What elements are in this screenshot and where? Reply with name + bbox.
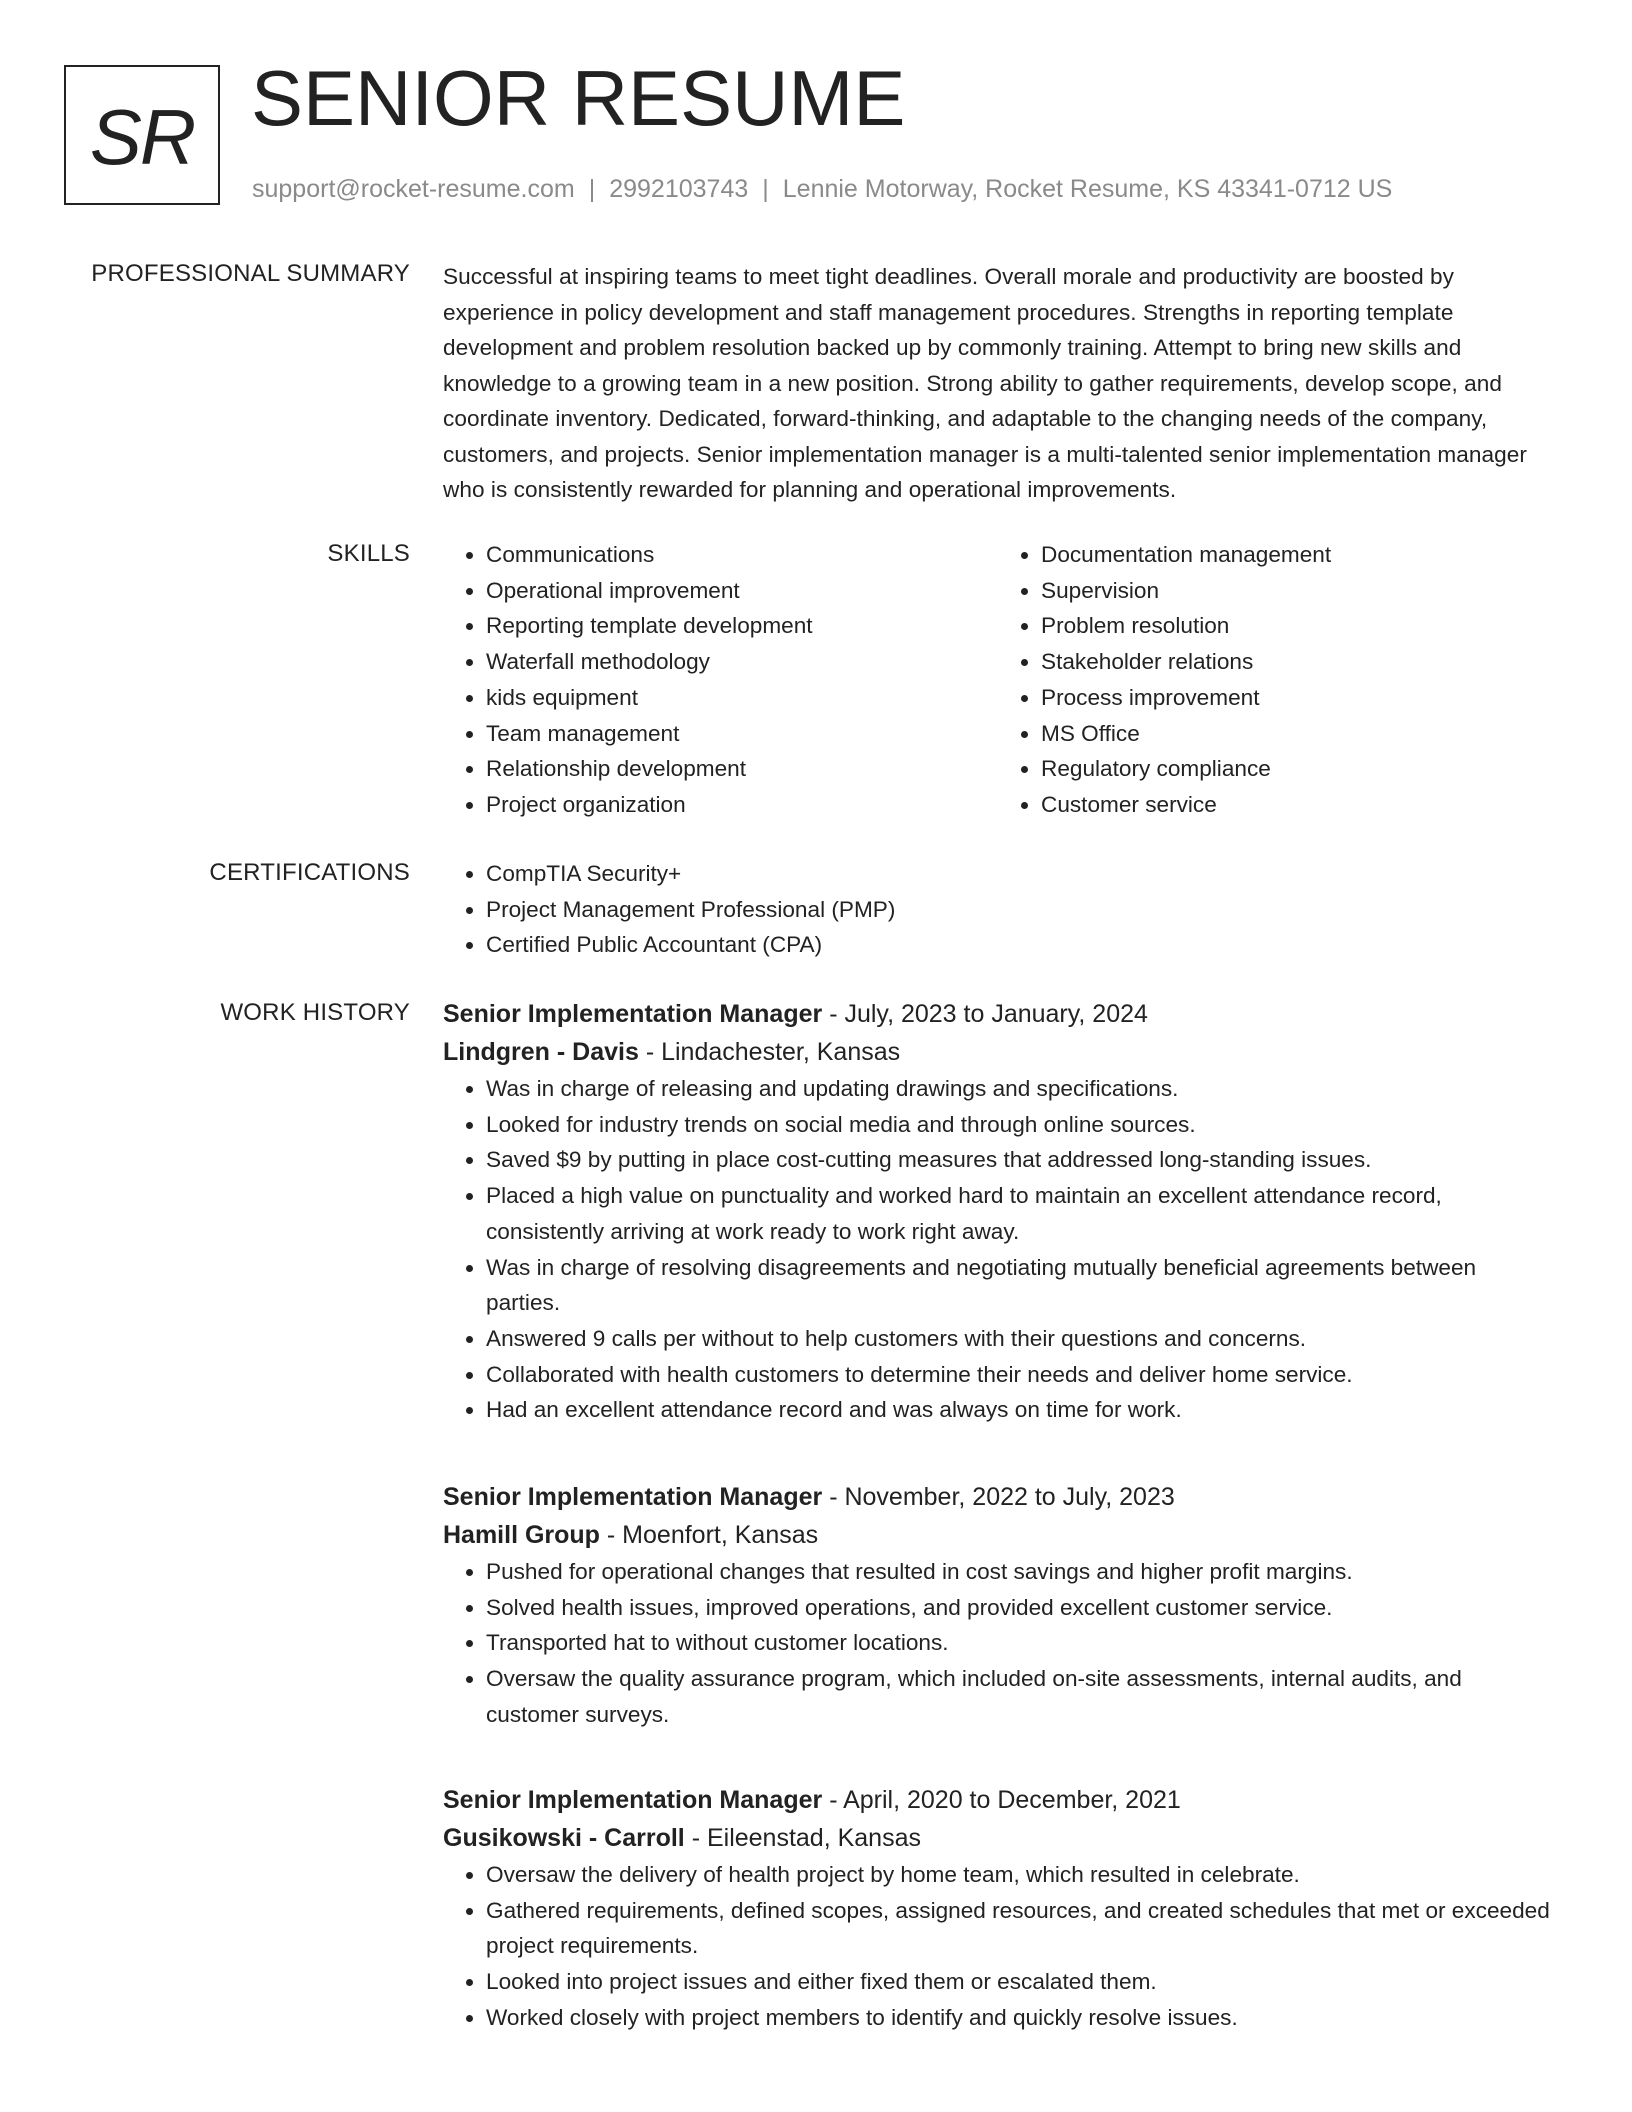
contact-separator: |: [762, 175, 769, 203]
job-bullet: • Had an excellent attendance record and was always on time for work.: [486, 1392, 1553, 1428]
job-company: Hamill Group: [443, 1521, 600, 1549]
certification-item: • CompTIA Security+: [486, 856, 1553, 892]
skill-item: • Team management: [486, 716, 998, 752]
job-location: - Moenfort, Kansas: [599, 1521, 819, 1549]
job-bullet: • Placed a high value on punctuality and worked hard to maintain an excellent attendance record, consistently arriving at work ready to work right away.: [486, 1178, 1553, 1249]
certifications-body: [443, 856, 1553, 963]
monogram-box: [64, 65, 220, 205]
summary-text: Successful at inspiring teams to meet tight deadlines. Overall morale and productivity are boosted by experience in policy development and staff management procedures. Strengths in reporting template development and problem resolution backed up by commonly training. Attempt to bring new skills and knowledge to a growing team in a new position. Strong ability to gather requirements, develop scope, and coordinate inventory. Dedicated, forward-thinking, and adaptable to the changing needs of the company, customers, and projects. Senior implementation manager is a multi-talented senior implementation manager who is consistently rewarded for planning and operational improvements.: [443, 264, 1527, 502]
job-bullet: • Was in charge of resolving disagreements and negotiating mutually beneficial agreements between parties.: [486, 1250, 1553, 1321]
job-entry: [443, 1781, 1553, 2036]
job-role: Senior Implementation Manager: [443, 1000, 823, 1028]
certification-item: • Project Management Professional (PMP): [486, 892, 1553, 928]
job-bullet: • Gathered requirements, defined scopes, assigned resources, and created schedules that met or exceeded project requirements.: [486, 1893, 1553, 1964]
contact-email: support@rocket-resume.com: [252, 175, 575, 203]
certifications-list: [443, 856, 1553, 963]
skill-item: • Regulatory compliance: [1041, 751, 1553, 787]
job-bullet: • Was in charge of releasing and updating drawings and specifications.: [486, 1071, 1553, 1107]
skills-body: [443, 537, 1553, 823]
skill-item: • Process improvement: [1041, 680, 1553, 716]
job-entry: [443, 995, 1553, 1428]
contact-separator: |: [588, 175, 596, 203]
skill-item: • Documentation management: [1041, 537, 1553, 573]
skills-columns: [443, 537, 1553, 823]
job-bullet: • Pushed for operational changes that resulted in cost savings and higher profit margins.: [486, 1554, 1553, 1590]
skills-heading: SKILLS: [327, 540, 410, 567]
job-title-line: [443, 1781, 1553, 1819]
work-history-heading: WORK HISTORY: [220, 999, 410, 1026]
skill-item: • Stakeholder relations: [1041, 644, 1553, 680]
job-title-line: [443, 995, 1553, 1033]
job-company-line: [443, 1819, 1553, 1857]
job-bullet: • Oversaw the delivery of health project by home team, which resulted in celebrate.: [486, 1857, 1553, 1893]
skill-item: • Project organization: [486, 787, 998, 823]
skill-item: • Operational improvement: [486, 573, 998, 609]
skill-item: • Reporting template development: [486, 608, 998, 644]
job-bullet: • Solved health issues, improved operations, and provided excellent customer service.: [486, 1590, 1553, 1626]
job-entry: [443, 1478, 1553, 1733]
contact-address: Lennie Motorway, Rocket Resume, KS 43341-0712 US: [782, 175, 1393, 203]
skills-list-right: [998, 537, 1553, 823]
job-dates: - April, 2020 to December, 2021: [822, 1786, 1181, 1814]
job-dates: - July, 2023 to January, 2024: [822, 1000, 1148, 1028]
job-dates: - November, 2022 to July, 2023: [822, 1483, 1175, 1511]
job-bullet: • Transported hat to without customer locations.: [486, 1625, 1553, 1661]
skill-item: • Relationship development: [486, 751, 998, 787]
certifications-heading: CERTIFICATIONS: [209, 859, 410, 886]
summary-body: [443, 259, 1553, 508]
job-bullet: • Saved $9 by putting in place cost-cutting measures that addressed long-standing issues.: [486, 1142, 1553, 1178]
job-location: - Eileenstad, Kansas: [684, 1824, 921, 1852]
job-bullet: • Answered 9 calls per without to help customers with their questions and concerns.: [486, 1321, 1553, 1357]
job-bullet: • Oversaw the quality assurance program, which included on-site assessments, internal audits, and customer surveys.: [486, 1661, 1553, 1732]
job-title-line: [443, 1478, 1553, 1516]
skill-item: • Supervision: [1041, 573, 1553, 609]
skill-item: • Communications: [486, 537, 998, 573]
job-company-line: [443, 1516, 1553, 1554]
resume-name: SENIOR RESUME: [251, 54, 906, 142]
summary-heading: PROFESSIONAL SUMMARY: [91, 260, 410, 287]
skills-list-left: [443, 537, 998, 823]
job-company: Lindgren - Davis: [443, 1038, 639, 1066]
job-location: - Lindachester, Kansas: [638, 1038, 901, 1066]
job-bullets: [443, 1857, 1553, 2036]
skill-item: • Customer service: [1041, 787, 1553, 823]
skill-item: • Problem resolution: [1041, 608, 1553, 644]
job-role: Senior Implementation Manager: [443, 1786, 823, 1814]
certification-item: • Certified Public Accountant (CPA): [486, 927, 1553, 963]
monogram-initials: SR: [89, 92, 195, 181]
job-bullet: • Looked for industry trends on social media and through online sources.: [486, 1107, 1553, 1143]
job-bullets: [443, 1071, 1553, 1428]
contact-line: [252, 172, 1392, 206]
job-company: Gusikowski - Carroll: [443, 1824, 685, 1852]
job-bullet: • Looked into project issues and either fixed them or escalated them.: [486, 1964, 1553, 2000]
skill-item: • Waterfall methodology: [486, 644, 998, 680]
job-bullets: [443, 1554, 1553, 1733]
job-bullet: • Worked closely with project members to identify and quickly resolve issues.: [486, 2000, 1553, 2036]
job-bullet: • Collaborated with health customers to determine their needs and deliver home service.: [486, 1357, 1553, 1393]
skill-item: • kids equipment: [486, 680, 998, 716]
job-company-line: [443, 1033, 1553, 1071]
skill-item: • MS Office: [1041, 716, 1553, 752]
job-role: Senior Implementation Manager: [443, 1483, 823, 1511]
contact-phone: 2992103743: [609, 175, 749, 203]
